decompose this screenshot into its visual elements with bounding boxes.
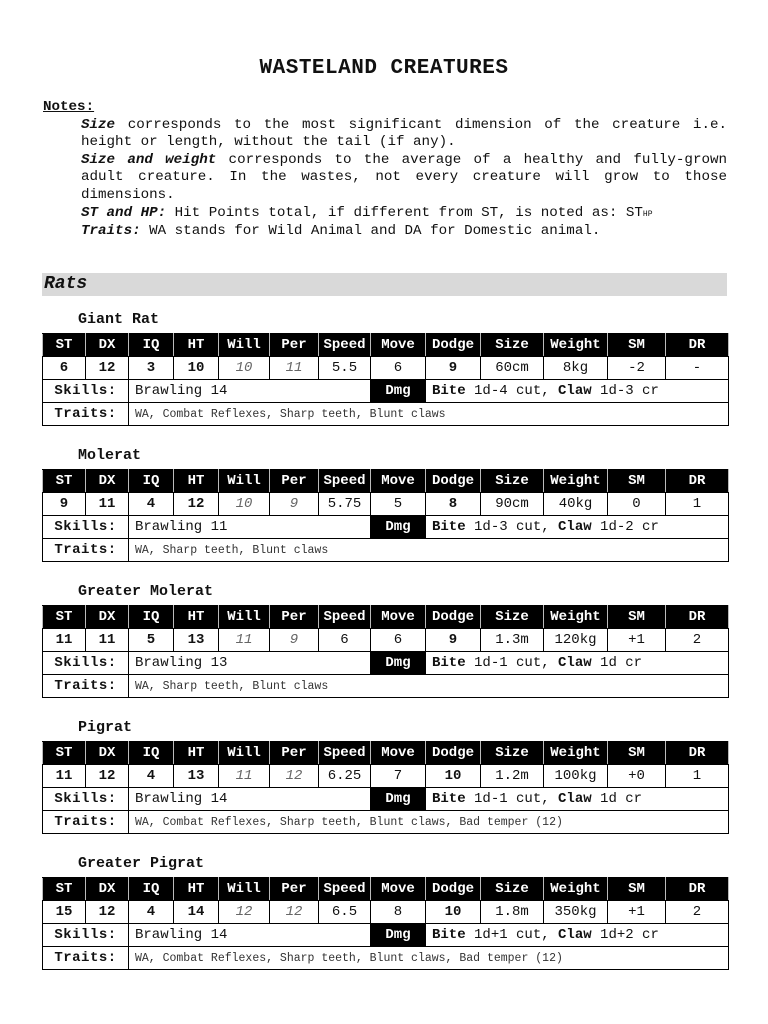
stat-header: ST <box>43 878 86 901</box>
stat-header: Will <box>219 742 270 765</box>
notes-label: Notes: <box>43 99 95 115</box>
traits-label: Traits: <box>43 539 129 562</box>
stat-header: Size <box>481 470 544 493</box>
dmg-attack: Claw <box>558 927 592 943</box>
traits-row <box>43 539 729 562</box>
stat-value: -2 <box>608 357 666 380</box>
dmg-attack-value: 1d+2 cr <box>591 927 659 943</box>
stat-values-row <box>43 765 729 788</box>
note-text: Hit Points total, if different from ST, is noted as: ST <box>166 204 643 221</box>
stat-header: IQ <box>129 878 174 901</box>
note-traits <box>43 223 727 241</box>
skills-row <box>43 516 729 539</box>
traits-value: WA, Sharp teeth, Blunt claws <box>129 675 729 698</box>
stat-header: DR <box>666 606 729 629</box>
stat-header: Move <box>371 742 426 765</box>
stat-header: Weight <box>544 334 608 357</box>
traits-label: Traits: <box>43 675 129 698</box>
stat-value: 11 <box>43 765 86 788</box>
stat-value: 6 <box>371 357 426 380</box>
stat-value: 9 <box>426 357 481 380</box>
dmg-attack: Bite <box>432 927 466 943</box>
stat-value: 12 <box>270 765 319 788</box>
dmg-value <box>426 516 729 539</box>
dmg-label: Dmg <box>371 788 426 811</box>
stat-header: HT <box>174 878 219 901</box>
dmg-attack-value: 1d-3 cr <box>591 383 659 399</box>
stat-table <box>42 741 729 834</box>
dmg-label: Dmg <box>371 516 426 539</box>
stat-value: 7 <box>371 765 426 788</box>
stat-value: 4 <box>129 765 174 788</box>
dmg-attack: Claw <box>558 519 592 535</box>
stat-header: Per <box>270 606 319 629</box>
stat-header: DX <box>86 606 129 629</box>
creature-name: Greater Pigrat <box>78 855 205 872</box>
traits-value: WA, Sharp teeth, Blunt claws <box>129 539 729 562</box>
stat-header: SM <box>608 470 666 493</box>
notes-block <box>43 99 727 241</box>
stat-header: Weight <box>544 742 608 765</box>
traits-row <box>43 675 729 698</box>
stat-value: 11 <box>219 629 270 652</box>
stat-value: 5 <box>371 493 426 516</box>
stat-value: 6.25 <box>319 765 371 788</box>
traits-label: Traits: <box>43 403 129 426</box>
skills-label: Skills: <box>43 652 129 675</box>
stat-header: Size <box>481 606 544 629</box>
stat-value: 9 <box>43 493 86 516</box>
stat-header-row <box>43 334 729 357</box>
stat-header: IQ <box>129 470 174 493</box>
stat-header-row <box>43 742 729 765</box>
stat-value: 6 <box>371 629 426 652</box>
skills-value: Brawling 14 <box>129 788 371 811</box>
stat-header-row <box>43 606 729 629</box>
stat-value: 10 <box>219 493 270 516</box>
dmg-attack-value: 1d-1 cut, <box>465 655 559 671</box>
stat-value: 2 <box>666 901 729 924</box>
stat-value: - <box>666 357 729 380</box>
stat-header: Size <box>481 334 544 357</box>
dmg-attack: Bite <box>432 519 466 535</box>
skills-row <box>43 652 729 675</box>
stat-value: 12 <box>86 765 129 788</box>
stat-header: Size <box>481 878 544 901</box>
stat-header: IQ <box>129 334 174 357</box>
dmg-attack: Claw <box>558 791 592 807</box>
note-subscript: HP <box>642 209 653 219</box>
stat-value: 8 <box>426 493 481 516</box>
creature-block <box>42 583 728 708</box>
stat-header: ST <box>43 606 86 629</box>
stat-header: DX <box>86 470 129 493</box>
dmg-attack-value: 1d+1 cut, <box>465 927 559 943</box>
stat-value: 8 <box>371 901 426 924</box>
dmg-value <box>426 788 729 811</box>
stat-value: 11 <box>270 357 319 380</box>
stat-header: IQ <box>129 606 174 629</box>
stat-header: DX <box>86 334 129 357</box>
stat-value: 6 <box>319 629 371 652</box>
stat-value: 11 <box>219 765 270 788</box>
stat-value: +0 <box>608 765 666 788</box>
stat-value: 1.3m <box>481 629 544 652</box>
stat-header: Speed <box>319 470 371 493</box>
note-text: corresponds to the average of a healthy and fully-grown adult creature. In the wastes, not every creature will grow to those dimensions. <box>81 151 727 203</box>
stat-header: Will <box>219 334 270 357</box>
stat-value: 12 <box>86 901 129 924</box>
stat-value: 350kg <box>544 901 608 924</box>
stat-header: Dodge <box>426 742 481 765</box>
dmg-attack: Bite <box>432 791 466 807</box>
stat-value: 12 <box>174 493 219 516</box>
creature-name: Molerat <box>78 447 142 464</box>
dmg-attack-value: 1d-2 cr <box>591 519 659 535</box>
stat-header: DR <box>666 470 729 493</box>
stat-value: 6 <box>43 357 86 380</box>
stat-value: 120kg <box>544 629 608 652</box>
stat-header: DR <box>666 878 729 901</box>
stat-value: 10 <box>426 901 481 924</box>
note-text: corresponds to the most significant dimension of the creature i.e. height or length, without the tail (if any). <box>81 116 727 151</box>
stat-value: 13 <box>174 765 219 788</box>
creature-name: Greater Molerat <box>78 583 214 600</box>
skills-value: Brawling 11 <box>129 516 371 539</box>
stat-value: 10 <box>426 765 481 788</box>
stat-table <box>42 333 729 426</box>
stat-header: SM <box>608 742 666 765</box>
creature-name: Pigrat <box>78 719 133 736</box>
page-title: WASTELAND CREATURES <box>259 57 509 80</box>
stat-value: 10 <box>219 357 270 380</box>
stat-header: Will <box>219 470 270 493</box>
stat-table <box>42 469 729 562</box>
skills-label: Skills: <box>43 516 129 539</box>
skills-label: Skills: <box>43 380 129 403</box>
stat-header: Per <box>270 334 319 357</box>
skills-row <box>43 788 729 811</box>
stat-value: 5.75 <box>319 493 371 516</box>
stat-value: 9 <box>426 629 481 652</box>
stat-value: 15 <box>43 901 86 924</box>
stat-header: DX <box>86 742 129 765</box>
stat-header: ST <box>43 470 86 493</box>
stat-header: Weight <box>544 606 608 629</box>
creature-block <box>42 311 728 436</box>
stat-header: Per <box>270 878 319 901</box>
dmg-label: Dmg <box>371 652 426 675</box>
note-size <box>43 117 727 152</box>
dmg-label: Dmg <box>371 924 426 947</box>
stat-header: Speed <box>319 334 371 357</box>
stat-value: 12 <box>86 357 129 380</box>
stat-header: Speed <box>319 878 371 901</box>
traits-value: WA, Combat Reflexes, Sharp teeth, Blunt claws, Bad temper (12) <box>129 947 729 970</box>
dmg-attack-value: 1d cr <box>591 655 643 671</box>
stat-header: Move <box>371 878 426 901</box>
dmg-attack: Claw <box>558 655 592 671</box>
stat-value: 12 <box>219 901 270 924</box>
traits-row <box>43 403 729 426</box>
stat-header: Will <box>219 606 270 629</box>
dmg-attack: Bite <box>432 383 466 399</box>
stat-value: 4 <box>129 493 174 516</box>
stat-header: Weight <box>544 878 608 901</box>
stat-header-row <box>43 470 729 493</box>
stat-header: Move <box>371 606 426 629</box>
stat-header: HT <box>174 334 219 357</box>
stat-value: 2 <box>666 629 729 652</box>
stat-value: 11 <box>43 629 86 652</box>
stat-value: 13 <box>174 629 219 652</box>
dmg-attack: Claw <box>558 383 592 399</box>
stat-table <box>42 877 729 970</box>
stat-value: 100kg <box>544 765 608 788</box>
stat-header: Dodge <box>426 606 481 629</box>
stat-value: 1.2m <box>481 765 544 788</box>
stat-header: Speed <box>319 742 371 765</box>
dmg-label: Dmg <box>371 380 426 403</box>
creature-name: Giant Rat <box>78 311 160 328</box>
stat-value: 90cm <box>481 493 544 516</box>
dmg-value <box>426 924 729 947</box>
skills-label: Skills: <box>43 788 129 811</box>
stat-header: HT <box>174 742 219 765</box>
stat-value: +1 <box>608 901 666 924</box>
dmg-attack: Bite <box>432 655 466 671</box>
traits-row <box>43 811 729 834</box>
stat-header: SM <box>608 606 666 629</box>
stat-values-row <box>43 493 729 516</box>
stat-values-row <box>43 901 729 924</box>
stat-value: 3 <box>129 357 174 380</box>
stat-header: ST <box>43 742 86 765</box>
skills-label: Skills: <box>43 924 129 947</box>
traits-value: WA, Combat Reflexes, Sharp teeth, Blunt claws, Bad temper (12) <box>129 811 729 834</box>
stat-value: 0 <box>608 493 666 516</box>
stat-value: 1 <box>666 493 729 516</box>
dmg-value <box>426 380 729 403</box>
stat-header: ST <box>43 334 86 357</box>
stat-header: DR <box>666 334 729 357</box>
skills-value: Brawling 14 <box>129 924 371 947</box>
stat-values-row <box>43 629 729 652</box>
creature-block <box>42 719 728 844</box>
dmg-attack-value: 1d cr <box>591 791 643 807</box>
stat-value: 6.5 <box>319 901 371 924</box>
stat-value: 8kg <box>544 357 608 380</box>
stat-header: Per <box>270 742 319 765</box>
stat-header: Dodge <box>426 470 481 493</box>
dmg-value <box>426 652 729 675</box>
traits-row <box>43 947 729 970</box>
section-title: Rats <box>44 274 88 294</box>
dmg-attack-value: 1d-1 cut, <box>465 791 559 807</box>
stat-value: 60cm <box>481 357 544 380</box>
dmg-attack-value: 1d-4 cut, <box>465 383 559 399</box>
section-header <box>42 273 727 296</box>
stat-value: 10 <box>174 357 219 380</box>
stat-header: Move <box>371 334 426 357</box>
stat-header: Dodge <box>426 334 481 357</box>
stat-value: 11 <box>86 629 129 652</box>
skills-row <box>43 924 729 947</box>
stat-value: 11 <box>86 493 129 516</box>
stat-value: 40kg <box>544 493 608 516</box>
stat-value: 5.5 <box>319 357 371 380</box>
stat-value: 9 <box>270 629 319 652</box>
note-size-weight <box>43 152 727 205</box>
skills-value: Brawling 14 <box>129 380 371 403</box>
stat-value: 4 <box>129 901 174 924</box>
stat-header: HT <box>174 470 219 493</box>
stat-values-row <box>43 357 729 380</box>
stat-table <box>42 605 729 698</box>
stat-header: Speed <box>319 606 371 629</box>
creature-block <box>42 447 728 572</box>
stat-value: 9 <box>270 493 319 516</box>
stat-header: SM <box>608 878 666 901</box>
stat-value: 1 <box>666 765 729 788</box>
note-term: Size <box>81 116 116 133</box>
skills-value: Brawling 13 <box>129 652 371 675</box>
stat-header: DR <box>666 742 729 765</box>
stat-header: IQ <box>129 742 174 765</box>
stat-header: Per <box>270 470 319 493</box>
traits-label: Traits: <box>43 811 129 834</box>
traits-label: Traits: <box>43 947 129 970</box>
stat-value: +1 <box>608 629 666 652</box>
creature-block <box>42 855 728 980</box>
stat-value: 1.8m <box>481 901 544 924</box>
stat-header: Weight <box>544 470 608 493</box>
stat-header: SM <box>608 334 666 357</box>
stat-header: Will <box>219 878 270 901</box>
stat-header: HT <box>174 606 219 629</box>
note-term: ST and HP: <box>81 204 167 221</box>
stat-header-row <box>43 878 729 901</box>
note-term: Size and weight <box>81 151 217 168</box>
traits-value: WA, Combat Reflexes, Sharp teeth, Blunt claws <box>129 403 729 426</box>
note-st-hp <box>43 205 727 224</box>
note-term: Traits: <box>81 223 141 240</box>
stat-value: 14 <box>174 901 219 924</box>
stat-header: Dodge <box>426 878 481 901</box>
dmg-attack-value: 1d-3 cut, <box>465 519 559 535</box>
note-text: WA stands for Wild Animal and DA for Domestic animal. <box>140 223 601 240</box>
stat-value: 5 <box>129 629 174 652</box>
stat-header: Move <box>371 470 426 493</box>
stat-header: Size <box>481 742 544 765</box>
skills-row <box>43 380 729 403</box>
stat-header: DX <box>86 878 129 901</box>
stat-value: 12 <box>270 901 319 924</box>
